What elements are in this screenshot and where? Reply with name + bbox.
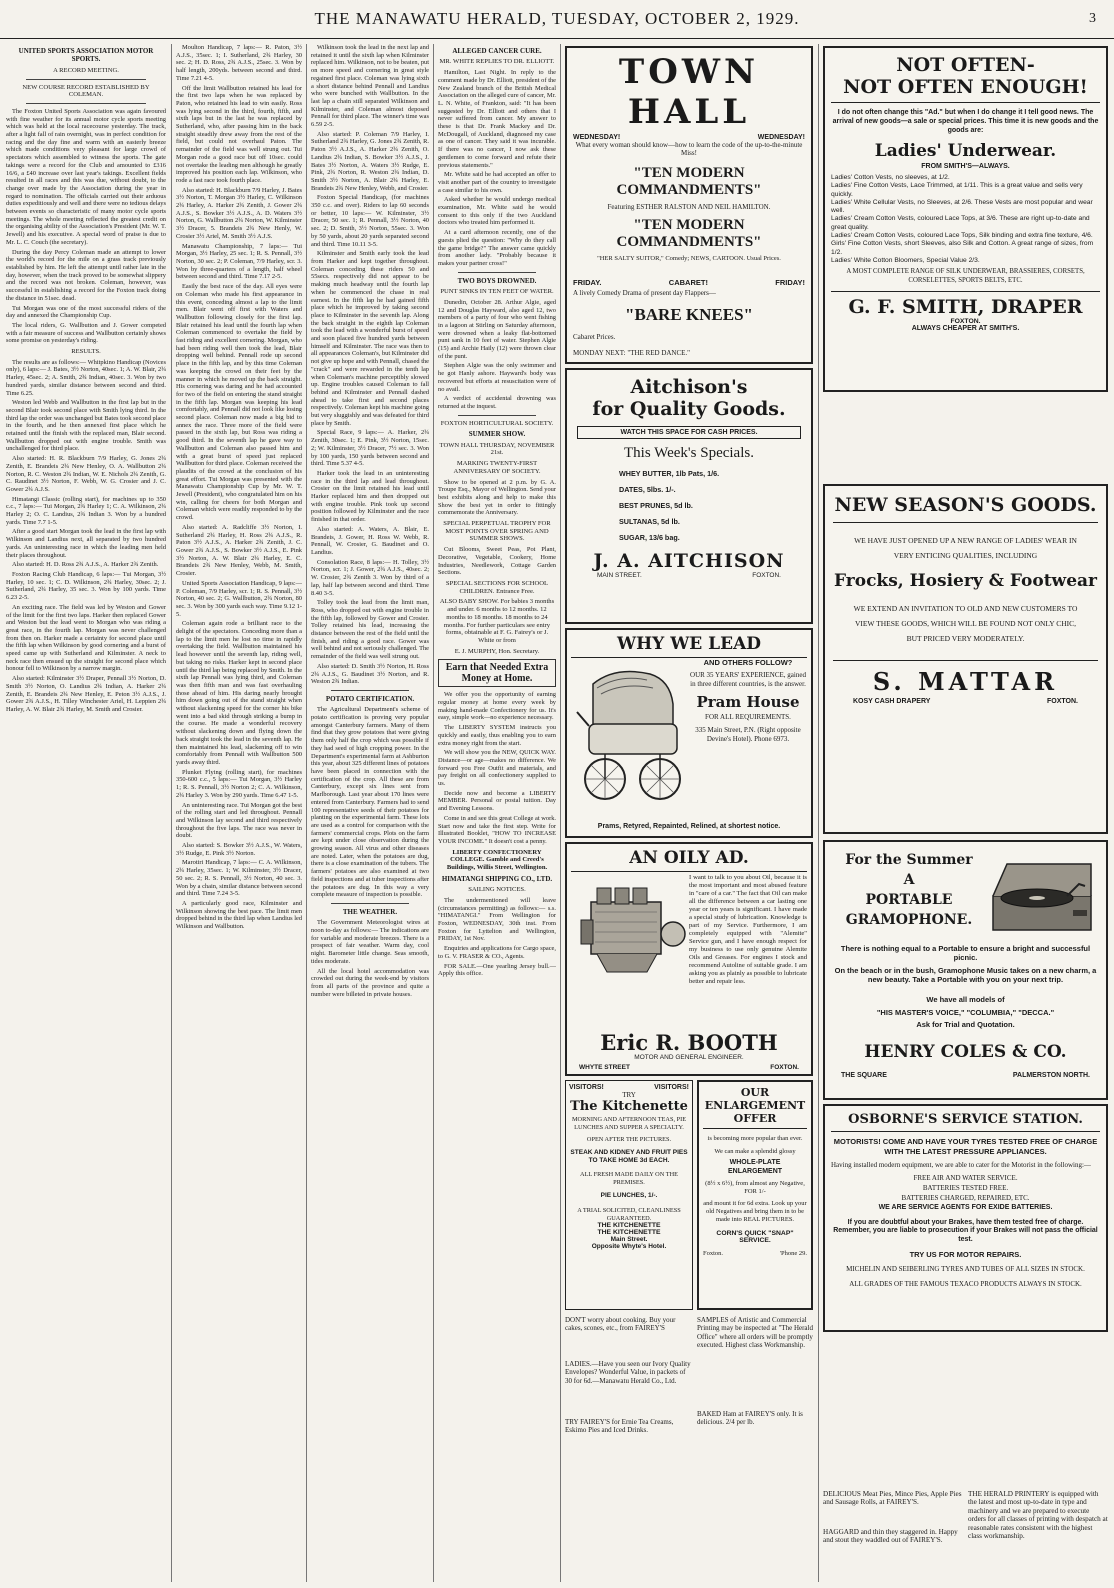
- town: FOXTON.: [950, 318, 981, 326]
- store-name: HENRY COLES & CO.: [864, 1042, 1067, 1062]
- paragraph: The local riders, G. Wallbutton and J. Gower competed with a fair measure of success and Wallbutton certainly shows some promise on yesterday's riding.: [6, 321, 166, 345]
- paragraph: Kilminster and Smith early took the lead from Harker and kept together throughout. Coleman conceding these riders 50 and 55secs. respectively did not appear to be making much headway until the fourth lap when he commenced the chase in real earnest. In the fifth lap he had gained fifth place which he improved by taking second place to Kilminster in the seventh lap. Along the back straight in the eighth lap Coleman took the lead with a wonderful burst of speed and soon placed five hundred yards between himself and Kilminster. The race was then to all appearances Coleman's, but Kilminster did not give up hope and with Pennall, chased the "crack" and were rewarded in the tenth lap when Coleman's machine perceptibly slowed up. Engine troubles caused Coleman to fall behind and Kilminster and Pennall dashed ahead to take first and second places respectively. Coleman kept his machine going but very sluggishly and was defeated for third place by Smith.: [311, 250, 429, 427]
- s-mattar-ad: [823, 484, 1108, 834]
- address: Opposite Whyte's Hotel.: [591, 1243, 667, 1250]
- ad-text: PIE LUNCHES, 1/-.: [600, 1192, 658, 1199]
- headline: ALLEGED CANCER CURE.: [452, 47, 542, 55]
- paragraph: Consolation Race, 8 laps:— H. Tolley, 3½ Norton, scr. 1; J. Gower, 2¾ A.J.S., 40sec. 2; W. Crosier, 2¾ Zenith 3. Won by third of a lap, half lap between second and third. Time 8.40 3-5.: [311, 558, 429, 597]
- price-item: SUGAR, 13/6 bag.: [619, 533, 680, 542]
- ad-text: MORNING AND AFTERNOON TEAS, PIE LUNCHES AND SUPPER A SPECIALTY.: [571, 1116, 687, 1131]
- day-label: WEDNESDAY!: [573, 134, 621, 141]
- ad-text: CORN'S QUICK "SNAP" SERVICE.: [716, 1230, 794, 1244]
- ad-text: "HIS MASTER'S VOICE," "COLUMBIA," "DECCA.": [876, 1008, 1055, 1017]
- eric-booth-ad: [565, 842, 813, 1076]
- headline: TWO BOYS DROWNED.: [457, 276, 537, 285]
- paragraph: Dunedin, October 28. Arthur Algie, aged 12 and Douglas Hayward, also aged 12, two members of a party of four who went fishing in a lagoon at Stirling on Saturday afternoon, were drowned when a leaky flat-bottomed punt sank in 10 feet of water. Stephen Algie (15) and Archie Haily (12) were thrown clear of the punt.: [438, 298, 556, 360]
- notice-heading: FOXTON HORTICULTURAL SOCIETY.: [440, 419, 554, 427]
- paragraph: Moulton Handicap, 7 laps:— R. Paton, 3½ A.J.S., 35sec. 1; I. Sutherland, 2¾ Harley, 30 sec. 2; H. D. Ross, 2¾ A.J.S., 25sec. 3. Won by half length, 200yds. between second and third. Time 7.21 4-5.: [176, 44, 302, 82]
- paragraph: The undermentioned will leave (circumstances permitting) as follows:— s.s. "HIMATANGI." From Wellington for Foxton, WEDNESDAY, 30th inst. From Foxton for Lyttelton and Wellington, FRIDAY, 1st Nov.: [438, 896, 556, 943]
- ad-text: OPEN AFTER THE PICTURES.: [586, 1136, 672, 1143]
- address: MAIN STREET.: [597, 572, 642, 579]
- day-label: FRIDAY!: [775, 278, 805, 287]
- list-item: Ladies' Cream Cotton Vests, coloured Lace Tops, Silk binding and extra fine texture, 4/6.: [831, 232, 1093, 240]
- ad-subtitle: This Week's Specials.: [624, 445, 754, 461]
- ad-footer: Prams, Retyred, Repainted, Relined, at shortest notice.: [597, 823, 781, 830]
- town: FOXTON.: [770, 1064, 799, 1071]
- paragraph: Weston led Webb and Wallbutton in the first lap but in the second Blair took second place with Smith lying third. In the third lap the order was unchanged but Bates took second place in the fourth, and he then annexed first place which he retained until the finish with the replaced man, Blair second. Wallbutton dropped out with engine trouble. Smith was unchallenged for third place.: [6, 399, 166, 453]
- town: PALMERSTON NORTH.: [1012, 1072, 1090, 1079]
- list-item: Ladies' Cream Cotton Vests, coloured Lace Tops, at 3/6. These are right up-to-date and great quality.: [831, 215, 1090, 231]
- ad-text: If you are doubtful about your Brakes, have them tested free of charge. Remember, you are liable to prosecution if your Brakes will not pass the official test.: [833, 1218, 1098, 1243]
- ad-title: Aitchison's: [630, 376, 748, 398]
- paragraph: Tui Morgan was one of the most successful riders of the day and annexed the Championship Cup.: [6, 304, 166, 320]
- ad-text: FROM SMITH'S—ALWAYS.: [921, 163, 1010, 170]
- paragraph: After a good start Morgan took the lead in the first lap with Wilkinson and Landius next, all separated by two hundred yards. An uninteresting race in which the leading men held their places throughout.: [6, 528, 166, 559]
- divider: [458, 415, 536, 416]
- ad-text: We can make a splendid glossy: [714, 1148, 796, 1155]
- paragraph: Also started: A. Waters, A. Blair, E. Brandeis, J. Gower, H. Ross W. Webb, R. Pennall, W. Crosier, G. Baudinet and O. Landius.: [311, 525, 429, 556]
- ad-text: OUR 35 YEARS' EXPERIENCE, gained in three different countries, is the answer.: [690, 671, 806, 688]
- notice-line: LIBERTY CONFECTIONERY COLLEGE. Gamble and Creed's Buildings, Willis Street, Wellington.: [446, 848, 548, 872]
- article-column-4: [438, 44, 556, 1582]
- henry-coles-ad: [823, 840, 1108, 1100]
- paragraph: Show to be opened at 2 p.m. by G. A. Troupe Esq., Mayor of Wellington. Send your best exhibits along and help to make this Show the best yet in order to fittingly commemorate the Anniversary.: [438, 478, 556, 517]
- paragraph: Himatangi Classic (rolling start), for machines up to 350 c.c., 7 laps:— Tui Morgan, 2¾ Harley 1; C. A. Wilkinson, 2¾ Harley 2; O. C. Landius, 2¾ Indian 3. Won by a hundred yards. Time 7.7 1-5.: [6, 495, 166, 526]
- ad-title: for Quality Goods.: [592, 398, 786, 420]
- ad-text: ALL FRESH MADE DAILY ON THE PREMISES.: [580, 1171, 678, 1186]
- price-item: BEST PRUNES, 5d lb.: [619, 501, 693, 510]
- ad-text: On the beach or in the bush, Gramophone Music takes on a new charm, a new beauty. Take a Portable with you on your next trip.: [834, 966, 1097, 984]
- list-item: BATTERIES CHARGED, REPAIRED, ETC.: [901, 1193, 1030, 1202]
- paragraph: We offer you the opportunity of earning regular money at home every week by making hand-made Confectionery for us. It's easy, simple work—no experience necessary.: [438, 691, 556, 722]
- article-column-1: [6, 44, 166, 1582]
- paragraph: The results are as follows:— Whitpkino Handicap (Novices only), 6 laps:— J. Bates, 3½ Norton, 40sec. 1; A. W. Blair, 2¾ Harley, 45sec. 2; A. Smith, 2¾ Indian, 40sec. 3. Won by two hundred yards, similar distance between second and third. Time 6.25.: [6, 358, 166, 397]
- list-item: Ladies' White Cotton Bloomers, Special Value 2/3.: [831, 256, 980, 264]
- subheadline: A RECORD MEETING.: [53, 66, 119, 74]
- ad-title: For the Summer: [845, 852, 973, 868]
- ad-body: I want to talk to you about Oil, because it is the most important and most abused feature in "care of a car." The fact that Oil can make all the difference between a car lasting one year or ten years is significant. I have made a special study of lubrication. Knowledge is part of my Service. Furthermore, I am completely equipped with "Alemite" Service gun, and I have enough respect for my business to use only genuine Alemite Oils and Greases. For engines I stock and recommend Autoline of suitable grade. I am asking you as plainly as possible to lubricate better and repair less.: [689, 874, 807, 985]
- gf-smith-ad: [823, 46, 1108, 392]
- paragraph: All the local hotel accommodation was crowded out during the week-end by visitors from all parts of the province and quite a number were billeted in private houses.: [311, 967, 429, 998]
- ad-title: TOWN HALL: [618, 52, 760, 132]
- paragraph: We will show you the NEW, QUICK WAY. Distance—or age—makes no difference. We forward you Free Outfit and materials, and pay freight on all confectionery supplied to us.: [438, 749, 556, 788]
- divider: [26, 103, 146, 104]
- paragraph: Come in and see this great College at work. Start now and take the first step. Write for Illustrated Booklet, "HOW TO INCREASE YOUR INCOME." It doesn't cost a penny.: [438, 814, 556, 845]
- notice-line: ALSO BABY SHOW. For babies 3 months and under. 6 months to 12 months. 12 months to 18 months. 18 months to 24 months. For further particulars see entry forms, obtainable at F. G. Fairey's or J. White or from: [439, 598, 555, 644]
- divider: [331, 690, 409, 691]
- list-item: Girls' Fine Cotton Vests, short Sleeves, also Silk and Cotton. A great range of sizes, from 1/2.: [831, 240, 1094, 256]
- day-label: WEDNESDAY!: [757, 134, 805, 141]
- ad-text: STEAK AND KIDNEY AND FRUIT PIES TO TAKE HOME 3d EACH.: [570, 1149, 688, 1164]
- paragraph: Mr. White said he had accepted an offer to visit another part of the country to investigate a case similar to his own.: [438, 171, 556, 194]
- ad-text: MOTOR AND GENERAL ENGINEER.: [634, 1054, 744, 1061]
- paragraph: Also started: D. Smith 3½ Norton, H. Ross 2¾ A.J.S., G. Baudinet 3½ Norton, and R. Weston 2¾ Indian.: [311, 662, 429, 686]
- osborne-ad: [823, 1104, 1108, 1332]
- ad-text: Cabaret Prices.: [573, 333, 616, 341]
- store-name: The Kitchenette: [570, 1099, 688, 1114]
- day-label: CABARET!: [668, 278, 708, 287]
- price-list: [573, 466, 805, 546]
- paragraph: FOR SALE.—One yearling Jersey bull.—Apply this office.: [438, 962, 556, 978]
- pram-house-ad: [565, 628, 813, 838]
- ad-text: KOSY CASH DRAPERY: [853, 698, 931, 705]
- aitchison-ad: [565, 368, 813, 624]
- ad-text: WE EXTEND AN INVITATION TO OLD AND NEW CUSTOMERS TO VIEW THESE GOODS, WHICH WILL BE FOUND NOT ONLY CHIC, BUT PRICED VERY MODERATELY.: [853, 604, 1078, 643]
- ad-text: (8½ x 6½), from almost any Negative, FOR 1/-: [705, 1180, 805, 1195]
- ad-subtitle: Ladies' Underwear.: [874, 141, 1057, 161]
- classified-ad: LADIES.—Have you seen our Ivory Quality Envelopes? Wonderful Value, in packets of 30 for 6d.—Manawatu Herald Co., Ltd.: [565, 1360, 691, 1385]
- masthead: [0, 0, 1114, 39]
- ad-text: THE KITCHENETTE: [597, 1229, 661, 1236]
- column-rule: [433, 44, 434, 1582]
- column-rule: [818, 44, 819, 1582]
- paragraph: During the day Percy Coleman made an attempt to lower the world's record for the mile on a grass track previously established by him. He left the attempt until rather late in the day, however, when the track proved to be somewhat slippery and the record was not broken. Coleman, however, was successful in establishing a record for the Foxton track doing the distance in 51sec. dead.: [6, 248, 166, 302]
- paragraph: Coleman again rode a brilliant race to the delight of the spectators. Conceding more than a lap to the limit men he lost no time in rapidly overtaking the field. Wallbutton maintained his lead however until the seventh lap, riding well, but taking no risks. Harker kept in second place until the third lap being replaced by Smith. In the sixth lap Pennall was lying third, and Coleman was then fifth man and was fast overhauling those ahead of him. His daring nearly brought him down going out of the stand straight when without slackening speed for the corner his bike went into a bad skid through striking a bump in the course. He made a wonderful recovery without slackening down and flying down the back straight took the lead in the seventh lap. He then maintained his lead, slackening off to win comfortably from Pennall with Wallbutton 500 yards away third.: [176, 620, 302, 766]
- enlargement-ad: [697, 1080, 813, 1310]
- paragraph: Decide now and become a LIBERTY MEMBER. Personal or postal tuition. Day and Evening Lessons.: [438, 789, 556, 813]
- phone: 'Phone 29.: [779, 1250, 807, 1257]
- list-item: FREE AIR AND WATER SERVICE.: [913, 1173, 1018, 1182]
- ad-text: MICHELIN AND SEIBERLING TYRES AND TUBES OF ALL SIZES IN STOCK.: [846, 1265, 1085, 1273]
- list-item: WE ARE SERVICE AGENTS FOR EXIDE BATTERIES.: [878, 1203, 1053, 1211]
- ad-text: WE HAVE JUST OPENED UP A NEW RANGE OF LADIES' WEAR IN VERY ENTICING QUALITIES, INCLUDING: [854, 536, 1077, 560]
- paragraph: Also started: A. Radcliffe 3½ Norton, I. Sutherland 2¾ Harley, H. Ross 2¾ A.J.S., R. Paton 3½ A.J.S., A. Harker 2¾ Zenith, J. C. Gower 2¾ A.J.S., S. Bowker 3½ A.J.S., E. Pink 3½ Norton, A. W. Blair 2¾ Harley, E. C. Brandeis 2¾ New Henley, Webb, M. Smith, Crosier.: [176, 523, 302, 578]
- ad-title: NOT OFTEN-: [896, 54, 1035, 76]
- paragraph: Hamilton, Last Night. In reply to the comment made by Dr. Elliott, president of the New Zealand branch of the British Medical Association on the alleged cure of cancer, Mr. L. N. White, of Frankton, said: "It has been suggested by Dr. Elliott and others that I never suffered from cancer. My answer to these is that Dr. Frank Mackey and Dr. McDougall, of Auckland, diagnosed my case as one of cancer. They said it was incurable. If there was no cancer, I now ask these gentlemen to come forward and refute their previous statements.": [438, 69, 556, 169]
- paragraph: Special Race, 9 laps:— A. Harker, 2¾ Zenith, 30sec. 1; E. Pink, 3½ Norton, 15sec. 2; W. Kilminster, 3½ Dracer, 7½ sec. 3. Won by 100 yards, 150 yards between second and third. Time 5.37 4-5.: [311, 429, 429, 468]
- ad-text: THE KITCHENETTE: [597, 1222, 661, 1229]
- ad-text: is becoming more popular than ever.: [707, 1135, 803, 1142]
- store-name: Eric R. BOOTH: [600, 1030, 778, 1055]
- service-list: [831, 1173, 1100, 1213]
- ad-text: AND OTHERS FOLLOW?: [703, 658, 793, 667]
- address: 335 Main Street, P.N. (Right opposite Devine's Hotel). Phone 6973.: [695, 726, 801, 743]
- store-name: Pram House: [696, 693, 800, 711]
- divider: [458, 272, 536, 273]
- classified-ad: SAMPLES of Artistic and Commercial Printing may be inspected at "The Herald Office" where all orders will be promptly executed. Highest class Workmanship.: [697, 1316, 813, 1350]
- engine-illustration: [577, 880, 687, 980]
- price-item: WHEY BUTTER, 1lb Pats, 1/6.: [619, 469, 720, 478]
- column-rule: [560, 44, 561, 1582]
- paragraph: The Government Meteorologist wires at noon to-day as follows:— The indications are for variable and moderate breezes. There is a prospect of fair weather. Warm day, cool night. Barometer little change. Seas smooth, tides moderate.: [311, 919, 429, 965]
- masthead-title: THE MANAWATU HERALD, TUESDAY, OCTOBER 2, 1929.: [314, 9, 800, 28]
- paragraph: Manawatu Championship, 7 laps:— Tui Morgan, 3½ Harley, 25 sec. 1; R. S. Pennall, 3½ Norton, 30 sec. 2; P. Coleman, 7/9 Harley, scr. 3. Won by three-quarters of a length, half wheel between second and third. Time 7.17 2-5.: [176, 242, 302, 281]
- ad-text: What every woman should know—how to learn the code of the up-to-the-minute Miss!: [575, 141, 803, 157]
- article-column-3: [311, 44, 429, 1582]
- address: Main Street.: [610, 1236, 648, 1243]
- ad-banner: WATCH THIS SPACE FOR CASH PRICES.: [577, 426, 801, 439]
- list-item: Ladies' Cotton Vests, no sleeves, at 1/2.: [831, 174, 950, 181]
- ad-text: Having installed modern equipment, we are able to cater for the Motorist in the following:—: [831, 1161, 1091, 1169]
- notice-line: SPECIAL SECTIONS FOR SCHOOL CHILDREN. Entrance Free.: [445, 580, 549, 595]
- ad-title: GRAMOPHONE.: [845, 912, 973, 928]
- day-label: FRIDAY.: [573, 278, 602, 287]
- ad-text: We have all models of: [926, 995, 1005, 1004]
- film-title: "TEN MODERN COMMANDMENTS": [616, 165, 762, 198]
- pram-illustration: [575, 664, 685, 804]
- price-item: SULTANAS, 5d lb.: [619, 517, 680, 526]
- page-number: 3: [1089, 11, 1096, 26]
- ad-text: Featuring ESTHER RALSTON AND NEIL HAMILTON.: [607, 203, 771, 211]
- ad-title: NEW SEASON'S GOODS.: [833, 494, 1098, 523]
- paragraph: Asked whether he would undergo medical examination, Mr. White said he would consent to this only if the two Auckland doctors who treated him performed it.: [438, 196, 556, 227]
- paragraph: Also started: Kilminster 3½ Draper, Pennall 3½ Norton, D. Smith 3½ Norton, O. Landius 2¾ Indian, A. Harker 2¾ Zenith, E. Brandeis 2¾ New Henley, E. Peton 3½ A.J.S., J. Gower 2¾ A.J.S., H. Tilley Winchester Ariel, H. Leppien 2¾ Harley, A. W. Blair 2¾ Harley, M. Smith and Crosier.: [6, 675, 166, 713]
- notice-line: TOWN HALL THURSDAY, NOVEMBER 21st.: [439, 441, 555, 457]
- ad-title: PORTABLE: [865, 892, 953, 908]
- ad-text: VISITORS!: [569, 1084, 604, 1091]
- paragraph: The Foxton United Sports Association was again favoured with fine weather for its annual motor cycle sports meeting which was held at the local racecourse yesterday. The track, after a light fall of rain overnight, was in perfect condition for racing and the day fine and warm with an easterly breeze which made conditions very pleasant for large crowd of spectators which assembled to witness the sports. The gate takings were a record for the Club and amounted to £316 16/6, a £40 increase over last year's takings. Excellent fields resulted in all races and this was due, without doubt, to the change over made by the Association during the year in regard to nomination. The officials carried out their arduous duties expeditiously and well and there were no tedious delays between events so characteristic of many motor cycle sports meetings. The whole meeting reflected the greatest credit on the organising ability of the Association's President (Mr. W. T. Jewell) and his executive. A special word of praise is due to Mr. L. C. Couch (the secretary).: [6, 107, 166, 246]
- ad-text: A lively Comedy Drama of present day Flappers—: [573, 289, 716, 297]
- paragraph: Off the limit Wallbutton retained his lead for the first two laps when he was replaced by Paton, who retained his lead to win easily. Ross was lying second in the third, fourth, fifth, and sixth laps but in the last he was replaced by Sutherland, who, after passing him in the back straight steadily drew away from the rest of the field, but could not overhaul Paton. The remainder of the field was well strung out. Tui Morgan rode a good race but off 10sec. could not overtake the leading men although he greatly improved his position each lap. Wilkinson, who rode a fast race took fourth place.: [176, 84, 302, 184]
- classified-ad: HAGGARD and thin they staggered in. Happy and stout they waddled out of FAIREY'S.: [823, 1528, 958, 1545]
- ad-text: MONDAY NEXT: "THE RED DANCE.": [573, 349, 691, 357]
- ad-text: A MOST COMPLETE RANGE OF SILK UNDERWEAR, BRASSIERES, CORSETS, CORSELETTES, SPORTS BELTS, ETC.: [846, 268, 1085, 284]
- classified-ad: DON'T worry about cooking. Buy your cakes, scones, etc., from FAIREY'S: [565, 1316, 676, 1333]
- ad-title: OUR ENLARGEMENT OFFER: [703, 1086, 807, 1129]
- ad-subtitle: Frocks, Hosiery & Footwear: [834, 571, 1097, 591]
- subheadline: NEW COURSE RECORD ESTABLISHED BY COLEMAN.: [22, 83, 150, 99]
- paragraph: An uninteresting race. Tui Morgan got the best of the rolling start and led throughout. Pennall and Wilkinson lay second and third respectively throughout the five laps. The race was never in doubt.: [176, 801, 302, 840]
- classified-ad: TRY FAIREY'S for Ernie Tea Creams, Eskimo Pies and Iced Drinks.: [565, 1418, 674, 1435]
- notice-line: E. J. MURPHY, Hon. Secretary.: [454, 647, 540, 655]
- notice-heading: SUMMER SHOW.: [468, 430, 526, 439]
- film-title: "TEN MODERN COMMANDMENTS": [616, 217, 762, 250]
- ad-text: VISITORS!: [654, 1084, 689, 1091]
- paragraph: Foxton Special Handicap, (for machines 350 c.c. and over). Riders to lap 60 seconds or better, 10 laps:— W. Kilminster, 3½ Dracer, 50 sec. 1; R. Pennall, 3½ Norton, 40 sec. 2; D. Smith, 3½ Norton, 55sec. 3. Won by 50 yards, about 20 yards separated second and third. Time 10.11 3-5.: [311, 194, 429, 248]
- paragraph: Also started: P. Coleman 7/9 Harley, I. Sutherland 2¾ Harley, G. Jones 2¾ Zenith, R. Paton 3½ A.J.S., A. Harker 2¾ Zenith, O. Landius 2¾ Indian, S. Bowker 3½ A.J.S., J. Bates 3½ Norton, A. Waters 3½ Rudge, E. Pink, 2¾ Norton, R. Weston 2¾ Indian, D. Smith 3½ Norton, A. Blair 2¾ Harley, E. Brandeis 2¾ New Henley, Webb, and Crosier.: [311, 130, 429, 192]
- store-name: S. MATTAR: [833, 660, 1098, 696]
- paragraph: Also started: H. Blackburn 7/9 Harley, J. Bates 3½ Norton, T. Morgan 3½ Harley, C. Wilkinson 2¾ Harley, A. Harker 2¾ Zenith, J. Gower 2¾ A.J.S., S. Bowker 3½ A.J.S., A. D. Waters 3½ Norton, G. Wallbutton 2¾ Norton, W. Kilminster 3½ Dracer, 5. Brandeis 2¾ New Henly, W. Crosier 3½ Ariel, M. Smith 3½ A.J.S.: [176, 186, 302, 240]
- paragraph: Easily the best race of the day. All eyes were on Coleman who made his first appearance in this event, conceding almost a lap to the limit men. Blair went off first with Waters and Wallbutton following closely for the first lap. Blair retained his lead until the fourth lap when Coleman commenced to overtake the field by fast riding and excellent cornering. Morgan, who had been riding well then took the lead, Blair dropping well behind. Pennall rode up second place in the fifth lap, and by this time Coleman was keeping the crowd on their feet by the manner in which he moved up the back straight. His cornering was daring and he had accounted for two of the field on entering the stand straight in the fifth lap. Morgan was keeping his lead comfortably, and Pennall did not look like losing second place. Coleman now made a big bid to annex the race. Three more of the field were passed in the sixth lap, but Ross was riding a good third. In the seventh lap he gave way to Wallbutton and Coleman also passed him and with a great burst of speed just replaced Wallbutton for third place. Coleman received the plaudits of the crowd at the conclusion of his great effort. Tui Morgan was presented with the Manawatu Championship Cup by Mr. W. T. Jewell (President), who congratulated him on his win, calling for cheers for both Morgan and Coleman which were readily responded to by the crowd.: [176, 283, 302, 522]
- notice-heading: HIMATANGI SHIPPING CO., LTD.: [441, 874, 553, 883]
- paragraph: Cut Blooms, Sweet Peas, Pot Plant, Decorative, Vegetable, Cookery, Home Industries, Needlework, Cottage Garden Sections.: [438, 546, 556, 577]
- paragraph: At a card afternoon recently, one of the guests plied the question: "Why do they call the game bridge?" The answer came quickly from another lady. "Probably because it makes your partner cross!": [438, 229, 556, 267]
- store-name: J. A. AITCHISON: [593, 550, 785, 572]
- gramophone-illustration: [987, 856, 1097, 936]
- notice-line: MARKING TWENTY-FIRST ANNIVERSARY OF SOCIETY.: [453, 460, 541, 475]
- town: FOXTON.: [752, 572, 781, 579]
- town-hall-ad: [565, 46, 813, 364]
- ad-text: MOTORISTS! COME AND HAVE YOUR TYRES TESTED FREE OF CHARGE WITH THE LATEST PRESSURE APPLIANCES.: [833, 1137, 1098, 1156]
- paragraph: The LIBERTY SYSTEM instructs you quickly and easily, thus enabling you to earn extra money right from the start.: [438, 724, 556, 747]
- film-title: "BARE KNEES": [625, 305, 753, 324]
- paragraph: The Agricultural Department's scheme of potato certification is proving very popular amongst Canterbury farmers. Many of them find that they grow potatoes that were giving them only half the crop which was possible if they had seed of high cropping power. In the Department's experimental farm at Ashburton this year, about 325 different lines of potatoes have been placed in connection with the certification of the crop. All these are from Canterbury, except six lines sent from Marlborough. Last year about 170 lines were entered from Canterbury. Farmers had to send 100 representative seeds of their potatoes for planting on the experimental farm. These lots are used as a control for comparison with the farmers' commercial crops. Plots on the farm are kept under close observation during the growing season. All virus and other diseases are noted. Later, when the potatoes are dug, there is a close examination of the tubers. The farmers' potatoes are also examined at two field inspections and at tuber inspections after the potatoes are dug. In this way a very complete measure of inspection is possible.: [311, 706, 429, 899]
- paragraph: An exciting race. The field was led by Weston and Gower of the limit for the first two laps. Harker then replaced Gower and Weston but the lead went to Morgan who was riding a great race, in the fourth lap. Morgan was never challenged from then on. Harker made a certainty for second place until the fifth lap when Wilkinson by good cornering and a burst of speed came up with Sutherland and Kilminster. A neck to neck race then ensued up the straight for second place which honour fell to Wilkinson by a narrow margin.: [6, 603, 166, 673]
- paragraph: Also started: H. R. Blackburn 7/9 Harley, G. Jones 2¾ Zenith, E. Brandeis 2¾ New Henley, O. A. Wallbutton 2¾ Norton, R. C. Weston 2¾ Indian, W. E. Nichols 2¾ Zenith, G. C. Raudinet 3½ Norton, F. Webb, W. G. Crosier and J. C. Gower 2¾ A.J.S.: [6, 455, 166, 493]
- subheadline: PUNT SINKS IN TEN FEET OF WATER.: [440, 288, 554, 296]
- ad-title: WHY WE LEAD: [571, 634, 807, 658]
- subheadline: MR. WHITE REPLIES TO DR. ELLIOTT.: [439, 58, 555, 66]
- store-name: G. F. SMITH, DRAPER: [831, 291, 1100, 318]
- divider: [331, 903, 409, 904]
- town: Foxton.: [703, 1250, 724, 1257]
- divider: [26, 79, 146, 80]
- ad-text: and mount it for 6d extra. Look up your old Negatives and bring them in to be made into REAL PICTURES.: [703, 1200, 807, 1223]
- headline: THE WEATHER.: [342, 907, 398, 916]
- ad-text: There is nothing equal to a Portable to ensure a bright and successful picnic.: [840, 944, 1091, 962]
- list-item: Ladies' White Cellular Vests, no Sleeves, at 2/6. These Vests are most popular and wear well.: [831, 198, 1093, 215]
- paragraph: Enquiries and applications for Cargo space, to G. V. FRASER & CO., Agents.: [438, 945, 556, 960]
- paragraph: Foxton Racing Club Handicap, 6 laps:— Tui Morgan, 3½ Harley, 10 sec. 1; C. D. Wilkinson, 2¾ Harley, 30sec. 2; J. Sutherland, 2¾ Harley, 35 sec. 3. Won by 100 yards. Time 6.23 2-5.: [6, 571, 166, 602]
- ad-text: FOR ALL REQUIREMENTS.: [705, 713, 791, 721]
- section-heading: RESULTS.: [71, 348, 101, 356]
- town: FOXTON.: [1047, 698, 1078, 705]
- paragraph: Also started: S. Bowker 3½ A.J.S., W. Waters, 3½ Rudge, E. Pink 3½ Norton.: [176, 842, 302, 857]
- column-rule: [171, 44, 172, 1582]
- headline: UNITED SPORTS ASSOCIATION MOTOR SPORTS.: [18, 47, 154, 64]
- list-item: Ladies' Fine Cotton Vests, Lace Trimmed, at 1/11. This is a great value and sells very quickly.: [831, 182, 1083, 198]
- paragraph: A verdict of accidental drowning was returned at the inquest.: [438, 395, 556, 410]
- item-list: [831, 174, 1100, 265]
- ad-heading: Earn that Needed Extra Money at Home.: [438, 659, 556, 687]
- paragraph: United Sports Association Handicap, 9 laps:— P. Coleman, 7/9 Harley, scr. 1; R. S. Pennall, 3½ Norton, 40 sec. 2; G. Wallbutton, 2¾ Norton, 80 sec. 3. Won by 300 yards each way. Time 9.12 1-5.: [176, 579, 302, 618]
- notice-line: SPECIAL PERPETUAL TROPHY FOR MOST POINTS OVER SPRING AND SUMMER SHOWS.: [443, 520, 551, 543]
- slogan: ALWAYS CHEAPER AT SMITH'S.: [911, 325, 1020, 333]
- ad-text: A TRIAL SOLICITED, CLEANLINESS GUARANTEED.: [577, 1207, 681, 1222]
- ad-title: NOT OFTEN ENOUGH!: [831, 76, 1100, 103]
- ad-text: "HER SALTY SUITOR," Comedy; NEWS, CARTOON. Usual Prices.: [597, 255, 781, 262]
- ad-text: WHOLE-PLATE ENLARGEMENT: [727, 1159, 783, 1175]
- ad-text: TRY US FOR MOTOR REPAIRS.: [909, 1250, 1022, 1259]
- paragraph: Marotiri Handicap, 7 laps:— C. A. Wilkinson, 2¾ Harley, 35sec. 1; W. Kilminster, 3½ Dracer, 50 sec. 2; R. S. Pennall, 3½ Norton, 40 sec. 3. Won by a chain, similar distance between second and third. Time 7.24 3-5.: [176, 859, 302, 898]
- paragraph: Tolley took the lead from the limit man, Ross, who dropped out with engine trouble in the fifth lap, followed by Gower and Crosier. Tolley retained his lead, increasing the distance between the rest of the field until the finish, and riding a good race. Gower was well behind and not seriously challenged. The remainder of the field was well strung out.: [311, 599, 429, 661]
- classified-ad: DELICIOUS Meat Pies, Mince Pies, Apple Pies and Sausage Rolls, at FAIREY'S.: [823, 1490, 962, 1507]
- paragraph: Harker took the lead in an uninteresting race in the third lap and lead throughout. Crosier on the limit retained his lead until Harker replaced him and then dropped out with engine trouble. Pink took up second position followed by Kilminster and the race finished in that order.: [311, 469, 429, 524]
- address: THE SQUARE: [841, 1072, 887, 1079]
- headline: POTATO CERTIFICATION.: [325, 694, 415, 703]
- address: WHYTE STREET: [579, 1064, 630, 1071]
- column-rule: [306, 44, 307, 1582]
- ad-text: ALL GRADES OF THE FAMOUS TEXACO PRODUCTS ALWAYS IN STOCK.: [849, 1279, 1082, 1288]
- paragraph: Wilkinson took the lead in the next lap and retained it until the sixth lap when Kilminster replaced him. Wilkinson, not to be beaten, put on more speed and cornering in great style regained first place. Coleman was lying sixth a short distance behind Pennall and Landius who were bunched with Wallbutton. In the last lap a chain still separated Wilkinson and Kilminster, and Coleman almost deposed Pennall for third place. The winner's time was 6.59 2-5.: [311, 44, 429, 129]
- classified-ad: BAKED Ham at FAIREY'S only. It is delicious. 2/4 per lb.: [697, 1410, 803, 1427]
- ad-title: OSBORNE'S SERVICE STATION.: [831, 1112, 1100, 1132]
- ad-title: A: [903, 872, 915, 888]
- classified-ad: THE HERALD PRINTERY is equipped with the latest and most up-to-date in type and machinery and we are prepared to execute orders for all classes of printing with despatch at reasonable rates consistent with the highest class workmanship.: [968, 1490, 1108, 1541]
- paragraph: Also started: H. D. Ross 2¾ A.J.S., A. Harker 2¾ Zenith.: [12, 561, 159, 569]
- kitchenette-ad: [565, 1080, 693, 1310]
- ad-text: Ask for Trial and Quotation.: [916, 1020, 1015, 1029]
- article-column-2: [176, 44, 302, 1582]
- notice-heading: SAILING NOTICES.: [468, 886, 526, 894]
- ad-text: I do not often change this "Ad." but when I do change it I tell good news. The arrival of new goods—a sale or special prices. This time it is new goods and the goods are:: [832, 109, 1099, 134]
- price-item: DATES, 5lbs. 1/-.: [619, 485, 676, 494]
- paragraph: Stephen Algie was the only swimmer and he got Hanly ashore. Hayward's body was recovered but efforts at resuscitation were of no avail.: [438, 362, 556, 393]
- list-item: BATTERIES TESTED FREE.: [922, 1183, 1009, 1192]
- paragraph: A particularly good race, Kilminster and Wilkinson showing the best pace. The limit men dropped behind in the third lap when Landius led Wilkinson and Wallbutton.: [176, 899, 302, 931]
- paragraph: Plunket Flying (rolling start), for machines 350-600 c.c., 5 laps:— Tui Morgan, 3½ Harley 1; R. S. Pennall, 3½ Norton 2; C. A. Wilkinson, 2¾ Harley 3. Won by 290 yards. Time 6.47 1-5.: [176, 768, 302, 799]
- ad-text: TRY: [622, 1091, 636, 1099]
- ad-title: AN OILY AD.: [571, 848, 807, 872]
